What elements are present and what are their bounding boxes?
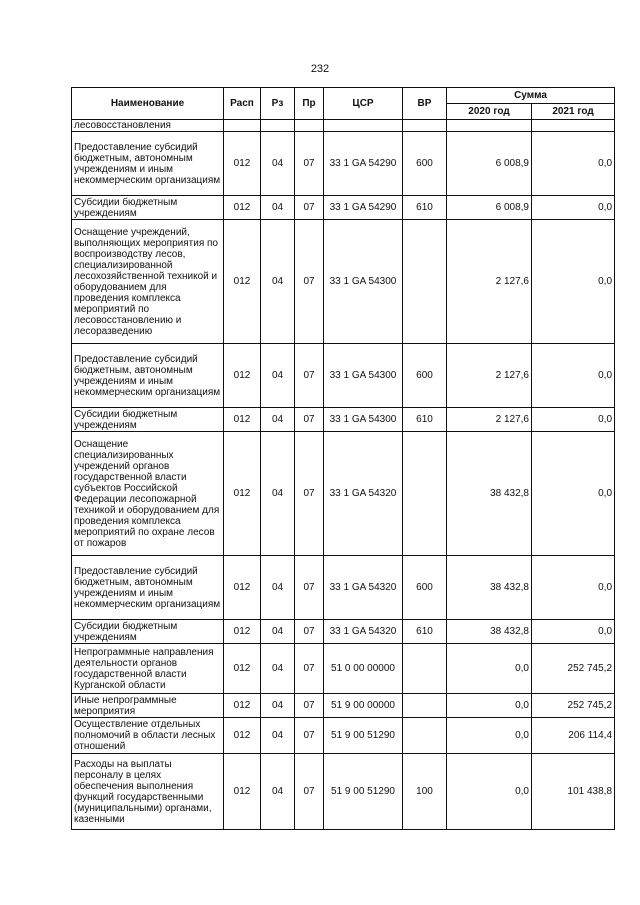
header-pr: Пр: [295, 88, 324, 120]
cell-sum-2021: 101 438,8: [532, 754, 615, 830]
cell-name: Оснащение специализированных учреждений органов государственной власти субъектов Российской Федерации лесопожарной техникой и оборудованием для проведения комплекса мероприятий по охране лесов от пожаров: [72, 432, 224, 556]
cell-name: Субсидии бюджетным учреждениям: [72, 620, 224, 644]
table-row: [72, 344, 615, 408]
table-row: [72, 408, 615, 432]
cell-sum-2021: 0,0: [532, 344, 615, 408]
cell-vr: [403, 432, 447, 556]
cell-name: Субсидии бюджетным учреждениям: [72, 408, 224, 432]
cell-pr: 07: [295, 196, 324, 220]
table-row: [72, 196, 615, 220]
header-rasp: Расп: [224, 88, 261, 120]
cell-vr: 600: [403, 556, 447, 620]
cell-sum-2021: 0,0: [532, 408, 615, 432]
cell-name: Предоставление субсидий бюджетным, автономным учреждениям и иным некоммерческим организациям: [72, 344, 224, 408]
cell-rz: 04: [261, 220, 295, 344]
cell-rz: 04: [261, 344, 295, 408]
cell-rasp: 012: [224, 620, 261, 644]
table-row: [72, 754, 615, 830]
cell-vr: 600: [403, 132, 447, 196]
cell-name: Оснащение учреждений, выполняющих мероприятия по воспроизводству лесов, специализированной лесохозяйственной техникой и оборудованием для проведения комплекса мероприятий по лесовосстановлению и лесоразведению: [72, 220, 224, 344]
cell-sum-2021: 252 745,2: [532, 694, 615, 718]
table-row: [72, 556, 615, 620]
cell-vr: 610: [403, 408, 447, 432]
cell-name: Осуществление отдельных полномочий в области лесных отношений: [72, 718, 224, 754]
cell-rasp: 012: [224, 196, 261, 220]
cell-sum-2021: 206 114,4: [532, 718, 615, 754]
cell-sum-2021: 0,0: [532, 132, 615, 196]
cell-sum-2021: 0,0: [532, 196, 615, 220]
cell-csr: 33 1 GA 54300: [324, 408, 403, 432]
cell-rz: 04: [261, 556, 295, 620]
cell-pr: 07: [295, 220, 324, 344]
cell-vr: 100: [403, 754, 447, 830]
cell-name: Предоставление субсидий бюджетным, автономным учреждениям и иным некоммерческим организациям: [72, 556, 224, 620]
cell-sum-2021: 0,0: [532, 620, 615, 644]
cell-vr: 610: [403, 196, 447, 220]
cell-pr: 07: [295, 754, 324, 830]
cell-csr: 33 1 GA 54300: [324, 344, 403, 408]
page-number: 232: [310, 63, 330, 75]
cell-vr: [403, 694, 447, 718]
cell-pr: 07: [295, 644, 324, 694]
cell-csr: 33 1 GA 54290: [324, 132, 403, 196]
header-row-1: [72, 88, 615, 104]
cell-csr: 33 1 GA 54320: [324, 620, 403, 644]
header-name: Наименование: [72, 88, 224, 120]
cell-csr: 33 1 GA 54290: [324, 196, 403, 220]
cell-rz: 04: [261, 754, 295, 830]
cell-vr: 600: [403, 344, 447, 408]
cell-sum-2020: 0,0: [447, 718, 532, 754]
cell-sum-2020: 38 432,8: [447, 556, 532, 620]
continuation-text: лесовосстановления: [72, 120, 224, 132]
table-row: [72, 620, 615, 644]
cell-csr: 33 1 GA 54300: [324, 220, 403, 344]
cell-rasp: 012: [224, 132, 261, 196]
cell-csr: 33 1 GA 54320: [324, 556, 403, 620]
cell-rasp: 012: [224, 694, 261, 718]
cell-rasp: 012: [224, 718, 261, 754]
table-row: [72, 718, 615, 754]
cell-sum-2021: 0,0: [532, 220, 615, 344]
cell-sum-2021: 0,0: [532, 432, 615, 556]
cell-sum-2020: 0,0: [447, 754, 532, 830]
cell-rz: 04: [261, 196, 295, 220]
cell-pr: 07: [295, 694, 324, 718]
cell-name: Иные непрограммные мероприятия: [72, 694, 224, 718]
cell-pr: 07: [295, 432, 324, 556]
cell-vr: [403, 718, 447, 754]
cell-pr: 07: [295, 556, 324, 620]
cell-rasp: 012: [224, 344, 261, 408]
cell-name: Расходы на выплаты персоналу в целях обеспечения выполнения функций государственными (муниципальными) органами, казенными: [72, 754, 224, 830]
cell-vr: [403, 644, 447, 694]
cell-pr: 07: [295, 620, 324, 644]
cell-rasp: 012: [224, 556, 261, 620]
cell-sum-2021: 252 745,2: [532, 644, 615, 694]
cell-rasp: 012: [224, 754, 261, 830]
cell-rz: 04: [261, 432, 295, 556]
cell-sum-2020: 0,0: [447, 694, 532, 718]
cell-sum-2020: 6 008,9: [447, 196, 532, 220]
table-row: [72, 694, 615, 718]
cell-pr: 07: [295, 344, 324, 408]
cell-csr: 51 9 00 51290: [324, 718, 403, 754]
cell-csr: 51 9 00 51290: [324, 754, 403, 830]
cell-sum-2020: 0,0: [447, 644, 532, 694]
cell-sum-2020: 38 432,8: [447, 432, 532, 556]
cell-name: Предоставление субсидий бюджетным, автономным учреждениям и иным некоммерческим организациям: [72, 132, 224, 196]
header-sum: Сумма: [447, 88, 615, 104]
cell-name: Непрограммные направления деятельности органов государственной власти Курганской области: [72, 644, 224, 694]
cell-csr: 51 0 00 00000: [324, 644, 403, 694]
cell-pr: 07: [295, 718, 324, 754]
cell-csr: 33 1 GA 54320: [324, 432, 403, 556]
cell-rz: 04: [261, 718, 295, 754]
cell-rasp: 012: [224, 432, 261, 556]
cell-vr: 610: [403, 620, 447, 644]
cell-pr: 07: [295, 132, 324, 196]
cell-vr: [403, 220, 447, 344]
header-year-2020: 2020 год: [447, 104, 532, 120]
continuation-row: [72, 120, 615, 132]
cell-rz: 04: [261, 620, 295, 644]
cell-rz: 04: [261, 408, 295, 432]
cell-pr: 07: [295, 408, 324, 432]
cell-sum-2020: 2 127,6: [447, 344, 532, 408]
cell-rasp: 012: [224, 644, 261, 694]
cell-csr: 51 9 00 00000: [324, 694, 403, 718]
cell-rz: 04: [261, 644, 295, 694]
cell-rasp: 012: [224, 408, 261, 432]
cell-sum-2020: 2 127,6: [447, 408, 532, 432]
cell-rz: 04: [261, 694, 295, 718]
table-row: [72, 220, 615, 344]
table-row: [72, 432, 615, 556]
cell-name: Субсидии бюджетным учреждениям: [72, 196, 224, 220]
cell-sum-2020: 2 127,6: [447, 220, 532, 344]
table-row: [72, 644, 615, 694]
header-vr: ВР: [403, 88, 447, 120]
header-csr: ЦСР: [324, 88, 403, 120]
header-rz: Рз: [261, 88, 295, 120]
header-year-2021: 2021 год: [532, 104, 615, 120]
cell-sum-2021: 0,0: [532, 556, 615, 620]
cell-rz: 04: [261, 132, 295, 196]
budget-table: [71, 87, 615, 830]
cell-rasp: 012: [224, 220, 261, 344]
cell-sum-2020: 6 008,9: [447, 132, 532, 196]
cell-sum-2020: 38 432,8: [447, 620, 532, 644]
table-body: [72, 120, 615, 830]
table-row: [72, 132, 615, 196]
